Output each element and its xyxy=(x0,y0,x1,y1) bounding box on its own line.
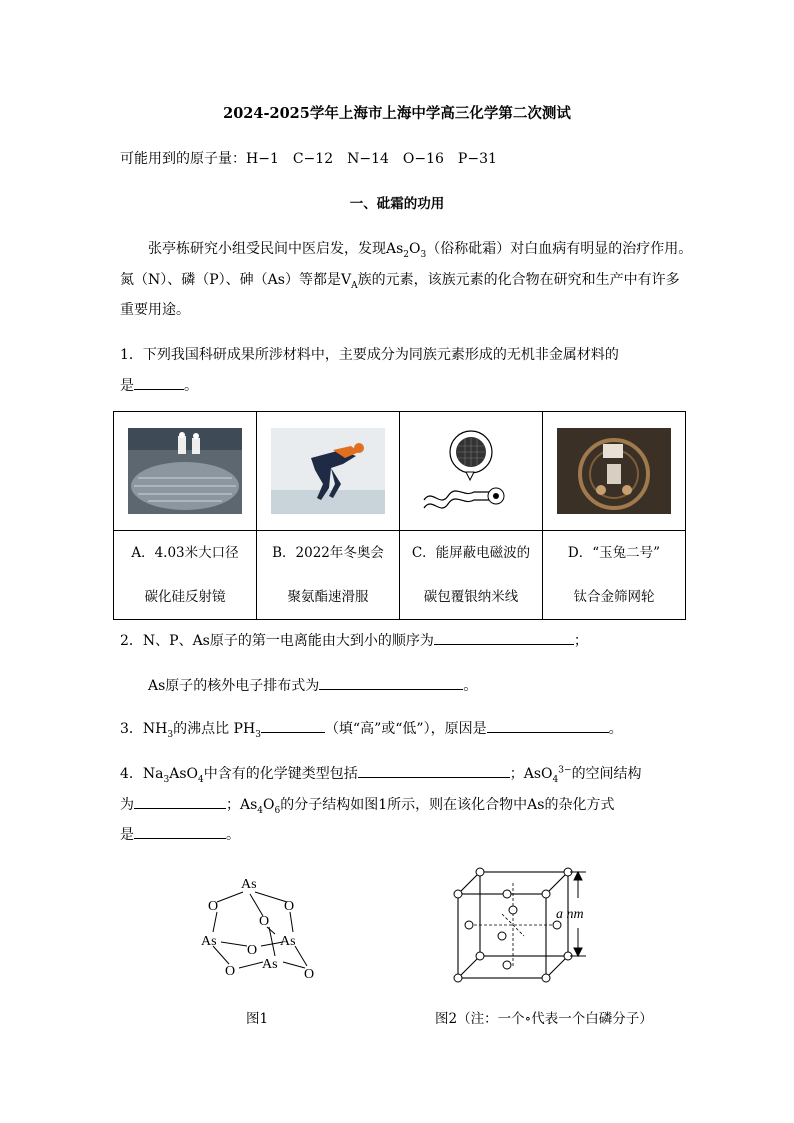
figure-2-caption: 图2（注：一个∘代表一个白磷分子） xyxy=(435,1011,653,1027)
answer-blank[interactable] xyxy=(134,824,226,839)
intro-line-3: 重要用途。 xyxy=(120,302,190,318)
lattice-parameter-label: a nm xyxy=(556,907,584,922)
option-b[interactable]: B．2022年冬奥会 聚氨酯速滑服 xyxy=(257,531,400,620)
atom-as: As xyxy=(241,877,257,892)
atom-as: As xyxy=(280,934,296,949)
figure-2-lattice xyxy=(450,862,600,988)
option-a[interactable]: A．4.03米大口径 碳化硅反射镜 xyxy=(114,531,257,620)
question-1-line-2: 是 。 xyxy=(120,375,198,395)
atom-as: As xyxy=(201,934,217,949)
atomic-mass-line: 可能用到的原子量：H−1 C−12 N−14 O−16 P−31 xyxy=(120,151,497,167)
intro-line-2: 氮（N）、磷（P）、砷（As）等都是$V_A$族的元素，该族元素的化合物在研究和生产中有许多 xyxy=(120,272,680,291)
question-2-line-1: 2．N、P、As原子的第一电离能由大到小的顺序为 ； xyxy=(120,630,588,650)
option-b-image xyxy=(257,412,400,531)
atom-o: O xyxy=(304,967,315,982)
section-heading: 一、砒霜的功用 xyxy=(349,196,445,212)
figure-1-caption: 图1 xyxy=(246,1011,269,1027)
atom-o: O xyxy=(259,914,270,929)
question-1-line-1: 1．下列我国科研成果所涉材料中，主要成分为同族元素形成的无机非金属材料的 xyxy=(120,347,619,363)
options-table xyxy=(113,411,686,620)
answer-blank[interactable] xyxy=(487,718,609,733)
atom-o: O xyxy=(225,964,236,979)
page-title: 2024-2025学年上海市上海中学高三化学第二次测试 xyxy=(223,105,571,122)
mirror-photo xyxy=(128,428,242,514)
question-2-line-2: As原子的核外电子排布式为 。 xyxy=(148,675,477,695)
atom-o: O xyxy=(247,943,258,958)
answer-blank[interactable] xyxy=(358,763,510,778)
intro-line-1: 张亭栋研究小组受民间中医启发，发现$As_2O_3$（俗称砒霜）对白血病有明显的治疗作用。 xyxy=(148,241,693,260)
skater-photo xyxy=(271,428,385,514)
answer-blank[interactable] xyxy=(134,794,226,809)
answer-blank[interactable] xyxy=(434,630,574,645)
rover-photo xyxy=(557,428,671,514)
figure-1-as4o6-structure xyxy=(195,870,335,985)
option-d-image xyxy=(543,412,686,531)
answer-blank[interactable] xyxy=(261,718,325,733)
option-c-image xyxy=(400,412,543,531)
question-4-line-2: 为 ；$As_4O_6$的分子结构如图1所示，则在该化合物中As的杂化方式 xyxy=(120,794,614,816)
nanowire-diagram xyxy=(414,428,528,514)
option-c[interactable]: C．能屏蔽电磁波的 碳包覆银纳米线 xyxy=(400,531,543,620)
option-a-image xyxy=(114,412,257,531)
atom-o: O xyxy=(208,899,219,914)
answer-blank[interactable] xyxy=(134,375,184,390)
atom-as: As xyxy=(262,957,278,972)
question-4-line-1: 4．$Na_3AsO_4$中含有的化学键类型包括 ；AsO$_4^{3-}$的空间结构 xyxy=(120,763,642,785)
option-d[interactable]: D．“玉兔二号” 钛合金筛网轮 xyxy=(543,531,686,620)
question-4-line-3: 是 。 xyxy=(120,824,240,844)
atom-o: O xyxy=(284,899,295,914)
question-3: 3．$NH_3$的沸点比 $PH_3$ （填“高”或“低”），原因是 。 xyxy=(120,718,623,740)
answer-blank[interactable] xyxy=(319,675,463,690)
